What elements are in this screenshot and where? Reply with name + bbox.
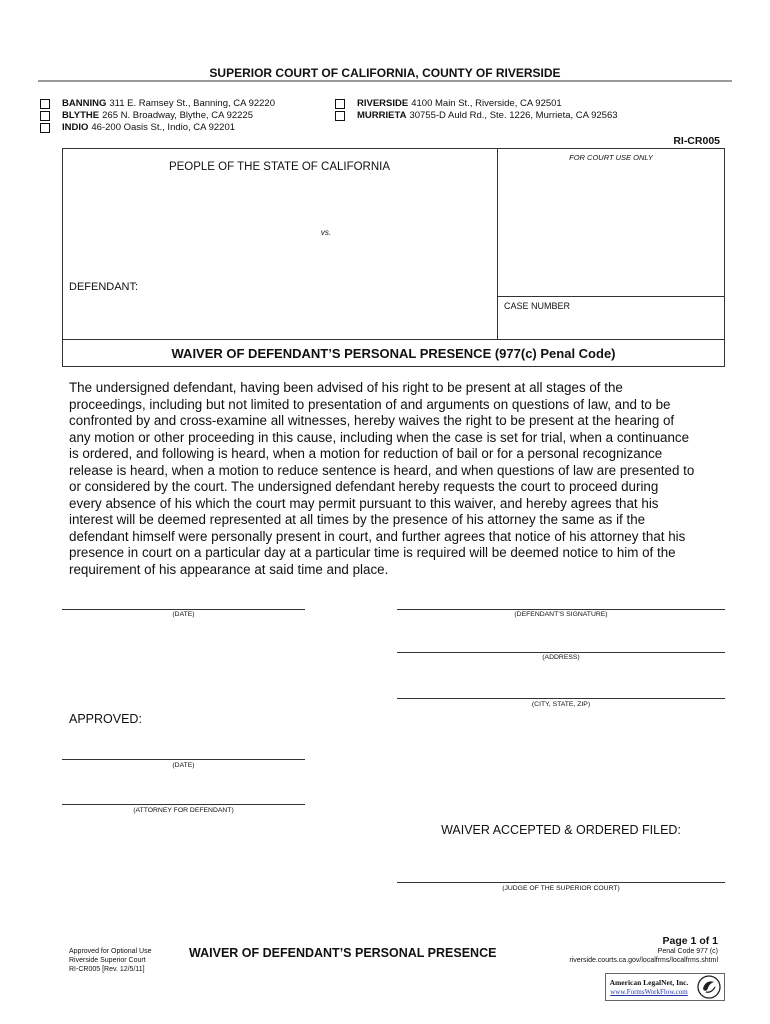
body-line: presence in court on a particular day at a particular time is required will be deemed notice to him of the (69, 545, 676, 560)
body-line: proceedings, including but not limited to presentation of and arguments on questions of law, and to be (69, 396, 671, 412)
address-label: (ADDRESS) (542, 654, 580, 661)
judge-label: (JUDGE OF THE SUPERIOR COURT) (502, 885, 620, 892)
defendant-label: DEFENDANT: (69, 281, 139, 293)
plaintiff-name: PEOPLE OF THE STATE OF CALIFORNIA (168, 161, 391, 173)
body-line: The undersigned defendant, having been advised of his right to be present at all stages of the (69, 380, 623, 395)
murrieta-checkbox[interactable] (335, 111, 345, 121)
versus-label: vs. (320, 228, 332, 237)
body-line: confronted by and cross-examine all witnesses, hereby waives the right to be present at the hearing of (69, 413, 675, 428)
case-number-divider (497, 296, 725, 297)
approval-note-line: Riverside Superior Court (69, 957, 146, 964)
body-line: release is heard, when a motion to reduce sentence is heard, and when questions of law are presented to (69, 462, 695, 478)
date-label: (DATE) (172, 611, 195, 618)
location-name: RIVERSIDE (357, 98, 409, 109)
city-state-zip-line[interactable] (397, 698, 725, 699)
penal-code: Penal Code 977 (c) (657, 948, 718, 955)
approval-note-line: RI-CR005 [Rev. 12/5/11] (69, 966, 145, 973)
date-line[interactable] (62, 609, 305, 610)
court-use-label: FOR COURT USE ONLY (569, 153, 653, 162)
attorney-label: (ATTORNEY FOR DEFENDANT) (133, 807, 234, 814)
address-line[interactable] (397, 652, 725, 653)
location-address: 46-200 Oasis St., Indio, CA 92201 (91, 122, 236, 133)
court-url[interactable]: riverside.courts.ca.gov/localfrms/localfrms.shtml (569, 957, 718, 964)
location-banning[interactable] (40, 98, 275, 110)
approval-note (69, 947, 152, 974)
approval-date-label: (DATE) (172, 762, 195, 769)
case-number-label: CASE NUMBER (504, 301, 571, 311)
court-use-box (497, 148, 725, 340)
location-address: 265 N. Broadway, Blythe, CA 92225 (102, 110, 253, 121)
publisher-link[interactable]: www.FormsWorkFlow.com (610, 988, 688, 996)
defendant-signature-label: (DEFENDANT’S SIGNATURE) (514, 611, 608, 618)
location-address: 4100 Main St., Riverside, CA 92501 (411, 98, 562, 109)
body-line: defendant himself were personally present in court, and further agrees that notice of his attorney that his (69, 528, 686, 544)
approval-date-line[interactable] (62, 759, 305, 760)
page-number: Page 1 of 1 (662, 935, 718, 947)
form-id: RI-CR005 (673, 135, 720, 147)
location-name: BLYTHE (62, 110, 100, 121)
location-name: BANNING (62, 98, 107, 109)
waiver-accepted-label: WAIVER ACCEPTED & ORDERED FILED: (441, 823, 681, 837)
approved-label: APPROVED: (69, 712, 142, 726)
location-murrieta[interactable] (335, 110, 618, 122)
location-indio[interactable] (40, 122, 235, 134)
judge-signature-line[interactable] (397, 882, 725, 883)
body-line: or considered by the court. The undersigned defendant hereby requests the court to proceed during (69, 479, 659, 494)
indio-checkbox[interactable] (40, 123, 50, 133)
city-state-zip-label: (CITY, STATE, ZIP) (531, 701, 591, 708)
blythe-checkbox[interactable] (40, 111, 50, 121)
banning-checkbox[interactable] (40, 99, 50, 109)
publisher-name: American LegalNet, Inc. (609, 978, 689, 987)
location-name: MURRIETA (357, 110, 407, 121)
location-blythe[interactable] (40, 110, 253, 122)
court-title: SUPERIOR COURT OF CALIFORNIA, COUNTY OF RIVERSIDE (209, 66, 561, 80)
body-line: any motion or other proceeding in this cause, including when the case is set for trial, when a continuance (69, 429, 690, 445)
defendant-signature-line[interactable] (397, 609, 725, 610)
body-line: interest will be deemed represented at all times by the presence of his attorney the same as if the (69, 512, 646, 527)
location-name: INDIO (62, 122, 89, 133)
location-address: 30755-D Auld Rd., Ste. 1226, Murrieta, CA 92563 (409, 110, 618, 121)
publisher-logo-icon (697, 975, 721, 999)
body-line: requirement of his appearance at said time and place. (69, 561, 389, 577)
attorney-signature-line[interactable] (62, 804, 305, 805)
riverside-checkbox[interactable] (335, 99, 345, 109)
body-line: is ordered, and following is heard, when a motion for reduction of bail or for a personal recognizance (69, 446, 663, 461)
form-title: WAIVER OF DEFENDANT’S PERSONAL PRESENCE (977(c) Penal Code) (62, 340, 725, 367)
waiver-body (69, 380, 720, 578)
header-rule (38, 80, 732, 82)
approval-note-line: Approved for Optional Use (69, 948, 152, 955)
footer-title: WAIVER OF DEFENDANT’S PERSONAL PRESENCE (189, 946, 497, 960)
penal-code-reference (540, 947, 718, 965)
location-address: 311 E. Ramsey St., Banning, CA 92220 (109, 98, 275, 109)
location-riverside[interactable] (335, 98, 562, 110)
body-line: every absence of his which the court may permit pursuant to this waiver, and hereby agrees that his (69, 495, 659, 511)
